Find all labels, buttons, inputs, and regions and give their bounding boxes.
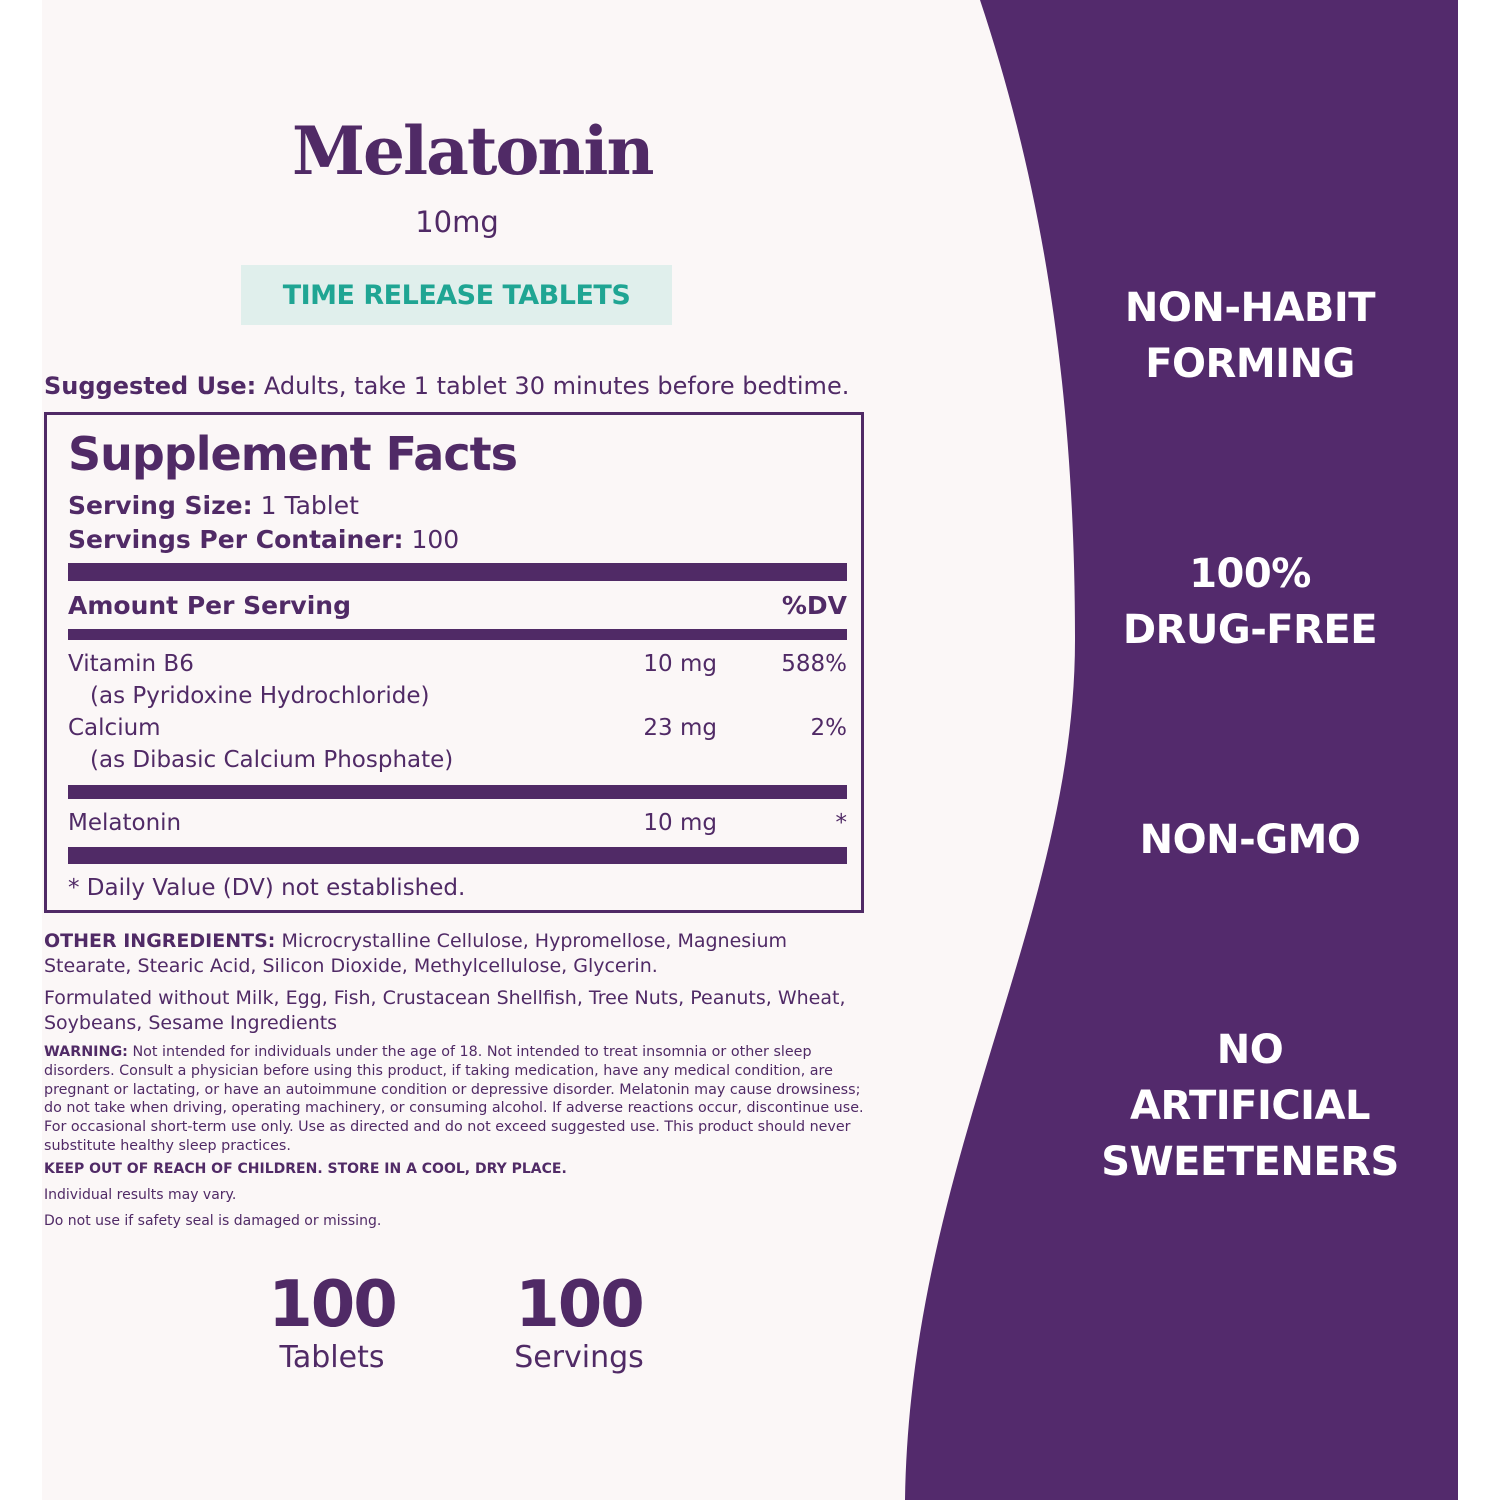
nutrient-name: Melatonin <box>68 810 182 836</box>
nutrient-source: (as Dibasic Calcium Phosphate) <box>90 747 454 773</box>
servings-value: 100 <box>411 525 460 554</box>
nutrient-amount: 10 mg <box>643 651 717 677</box>
dv-footnote: * Daily Value (DV) not established. <box>68 875 466 901</box>
product-title: Melatonin <box>292 112 653 190</box>
tablet-count: 100 <box>268 1268 396 1342</box>
serving-count: 100 <box>515 1268 643 1342</box>
serving-count-label: Servings <box>514 1340 644 1375</box>
suggested-use-label: Suggested Use: <box>44 372 257 400</box>
claim-line: NON-GMO <box>1139 817 1361 863</box>
warning-statement <box>44 1043 874 1156</box>
nutrient-dv: 2% <box>810 715 847 741</box>
claim-line: DRUG-FREE <box>1122 607 1378 653</box>
claim-line: ARTIFICIAL <box>1129 1083 1371 1129</box>
serving-size-value: 1 Tablet <box>260 491 359 520</box>
claim-line: NON-HABIT <box>1124 285 1376 331</box>
claim-no-artificial-sweeteners <box>1090 1022 1410 1190</box>
nutrient-amount: 23 mg <box>643 715 717 741</box>
other-ingredients-text: Microcrystalline Cellulose, Hypromellose, Magnesium Stearate, Stearic Acid, Silicon Dioxide, Methylcellulose, Glycerin. <box>44 930 788 977</box>
keep-out-statement: KEEP OUT OF REACH OF CHILDREN. STORE IN A COOL, DRY PLACE. <box>44 1161 567 1177</box>
supplement-facts-box <box>44 412 864 913</box>
nutrient-amount: 10 mg <box>643 810 717 836</box>
safety-seal-notice: Do not use if safety seal is damaged or missing. <box>44 1213 382 1229</box>
claim-line: NO <box>1216 1027 1284 1073</box>
claim-non-gmo <box>1090 812 1410 868</box>
servings-label: Servings Per Container: <box>68 525 404 554</box>
allergen-statement: Formulated without Milk, Egg, Fish, Crustacean Shellfish, Tree Nuts, Peanuts, Wheat, Soybeans, Sesame Ingredients <box>44 987 846 1034</box>
warning-label: WARNING: <box>44 1044 128 1060</box>
nutrient-dv: * <box>835 810 847 836</box>
product-strength: 10mg <box>415 205 499 239</box>
other-ingredients <box>44 929 874 979</box>
claim-line: 100% <box>1189 551 1311 597</box>
suggested-use-text: Adults, take 1 tablet 30 minutes before bedtime. <box>263 372 850 400</box>
results-disclaimer: Individual results may vary. <box>44 1187 237 1203</box>
tablet-count-label: Tablets <box>279 1340 385 1375</box>
nutrient-name: Calcium <box>68 715 161 741</box>
suggested-use <box>44 372 849 400</box>
serving-size <box>68 491 359 520</box>
thick-divider <box>68 785 847 799</box>
nutrient-source: (as Pyridoxine Hydrochloride) <box>90 683 430 709</box>
nutrient-dv: 588% <box>781 651 847 677</box>
medium-divider <box>68 629 847 640</box>
supplement-facts-title: Supplement Facts <box>68 427 517 481</box>
time-release-badge <box>241 265 672 325</box>
claim-line: SWEETENERS <box>1101 1139 1399 1185</box>
claim-drug-free <box>1090 546 1410 658</box>
claim-non-habit-forming <box>1090 280 1410 392</box>
nutrient-name: Vitamin B6 <box>68 651 194 677</box>
dv-header: %DV <box>781 591 847 620</box>
warning-text: Not intended for individuals under the age of 18. Not intended to treat insomnia or other sleep disorders. Consult a physician before using this product, if taking medication, have any medical condition, are pregnant or lactating, or have an autoimmune condition or depressive disorder. Melatonin may cause drowsiness; do not take when driving, operating machinery, or consuming alcohol. If adverse reactions occur, discontinue use. For occasional short-term use only. Use as directed and do not exceed suggested use. This product should never substitute healthy sleep practices. <box>44 1044 864 1154</box>
servings-per-container <box>68 525 459 554</box>
other-ingredients-label: OTHER INGREDIENTS: <box>44 930 276 952</box>
amount-per-serving-header: Amount Per Serving <box>68 591 351 620</box>
serving-size-label: Serving Size: <box>68 491 253 520</box>
badge-label: TIME RELEASE TABLETS <box>282 279 631 311</box>
thick-divider <box>68 847 847 864</box>
claim-line: FORMING <box>1145 341 1355 387</box>
thick-divider <box>68 563 847 581</box>
